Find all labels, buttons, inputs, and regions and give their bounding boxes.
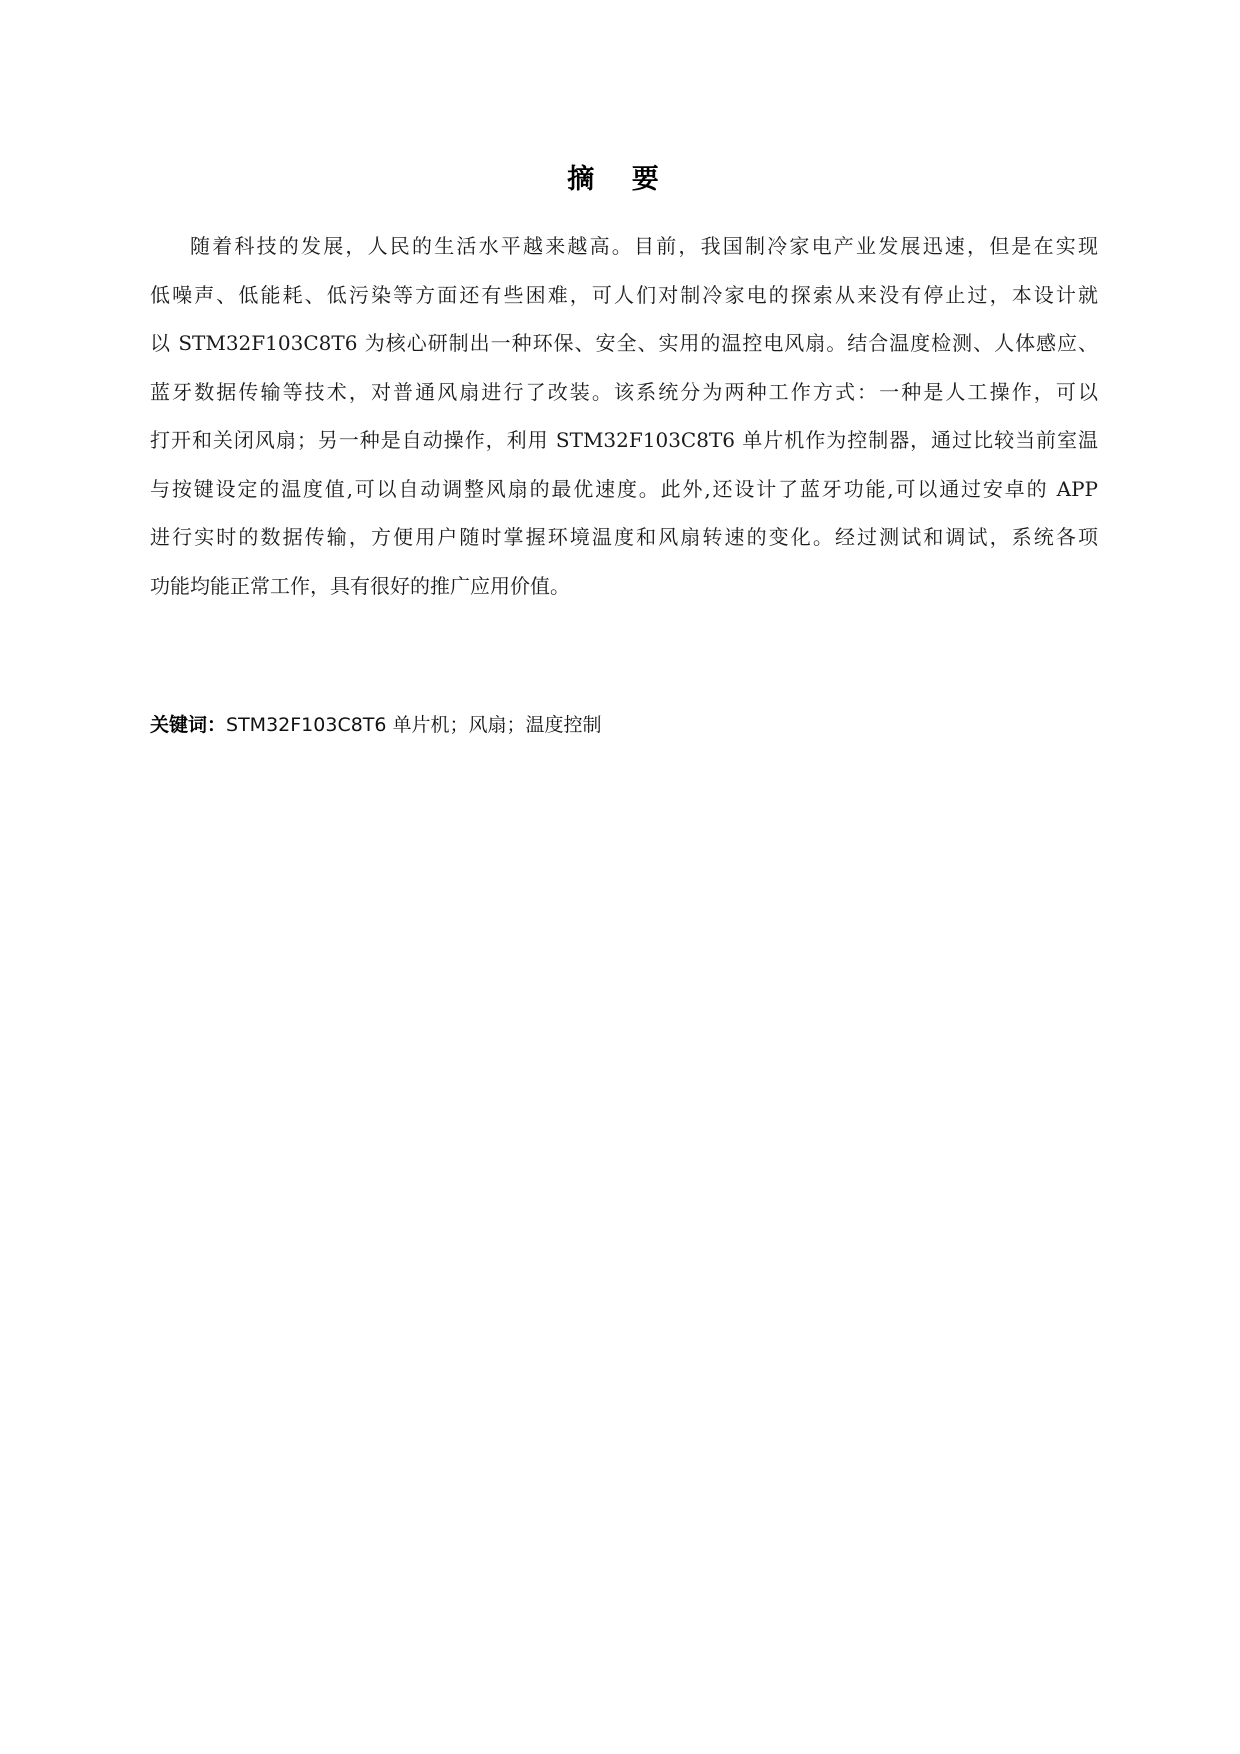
abstract-line: 随着科技的发展，人民的生活水平越来越高。目前，我国制冷家电产业发展迅速，但是在实现 — [190, 234, 1098, 258]
abstract-line: 与按键设定的温度值,可以自动调整风扇的最优速度。此外,还设计了蓝牙功能,可以通过安卓的 APP — [150, 476, 1098, 501]
keywords-label: 关键词： — [150, 714, 227, 736]
abstract-title: 摘 要 — [567, 164, 673, 195]
abstract-line: 功能均能正常工作，具有很好的推广应用价值。 — [150, 573, 570, 598]
abstract-line: 以 STM32F103C8T6 为核心研制出一种环保、安全、实用的温控电风扇。结合温度检测、人体感应、 — [150, 331, 1098, 355]
abstract-line: 低噪声、低能耗、低污染等方面还有些困难，可人们对制冷家电的探索从来没有停止过，本设计就 — [150, 282, 1098, 307]
keywords-value: STM32F103C8T6 单片机；风扇；温度控制 — [226, 714, 602, 736]
abstract-body — [150, 222, 1098, 610]
abstract-line: 打开和关闭风扇；另一种是自动操作，利用 STM32F103C8T6 单片机作为控制器，通过比较当前室温 — [150, 428, 1098, 452]
abstract-line: 蓝牙数据传输等技术，对普通风扇进行了改装。该系统分为两种工作方式：一种是人工操作，可以 — [150, 379, 1098, 404]
abstract-line: 进行实时的数据传输，方便用户随时掌握环境温度和风扇转速的变化。经过测试和调试，系统各项 — [150, 525, 1098, 549]
keywords-row — [150, 710, 602, 740]
